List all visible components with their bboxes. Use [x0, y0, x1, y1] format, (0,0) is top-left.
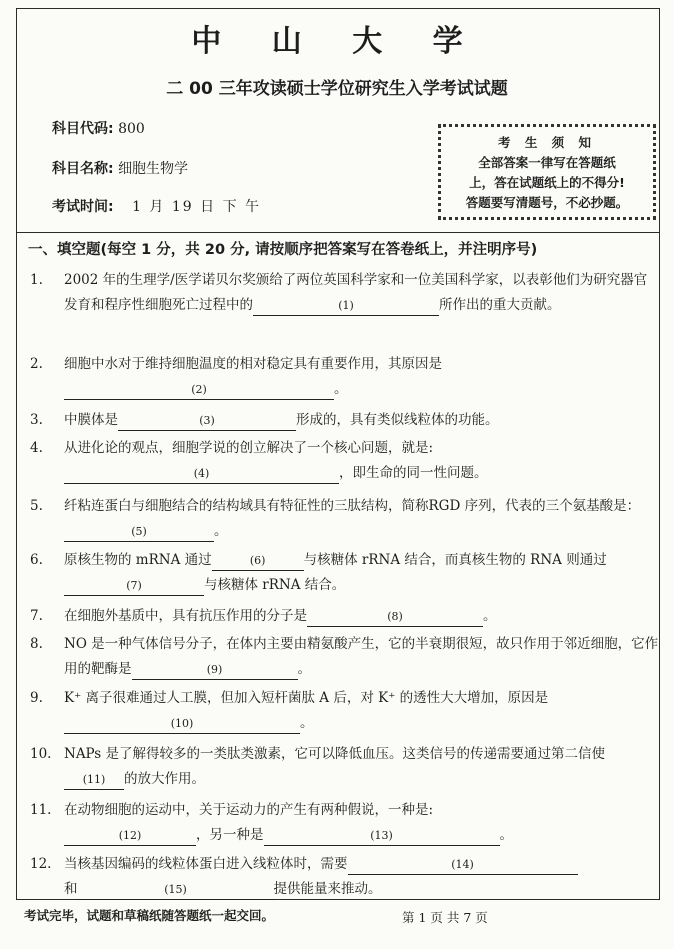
question-text: 与核糖体 rRNA 结合。: [204, 577, 346, 593]
question-text: 2002 年的生理学/医学诺贝尔奖颁给了两位英国科学家和一位美国科学家，以表彰他们为研究器官发育和程序性细胞死亡过程中的: [64, 272, 648, 313]
question-10: [30, 742, 660, 792]
answer-blank: (9): [132, 661, 298, 680]
question-text: 。: [334, 381, 348, 397]
answer-blank: (5): [64, 523, 214, 542]
exam-time-label: 考试时间:: [52, 199, 114, 215]
question-text: 。: [214, 523, 228, 539]
candidate-notice-box: [438, 124, 656, 220]
notice-heading: 考 生 须 知: [497, 135, 597, 150]
question-1: [30, 268, 660, 318]
subject-name-value: 细胞生物学: [118, 161, 189, 177]
question-text: 中膜体是: [64, 412, 118, 428]
answer-blank: (8): [307, 608, 483, 627]
question-text: 从进化论的观点，细胞学说的创立解决了一个核心问题，就是:: [64, 440, 434, 456]
question-number: 1.: [30, 272, 43, 288]
answer-blank: (7): [64, 577, 204, 596]
question-text: 原核生物的 mRNA 通过: [64, 552, 212, 568]
subject-code-label: 科目代码:: [52, 121, 114, 137]
question-number: 3.: [30, 412, 43, 428]
question-text: 。: [499, 827, 513, 843]
question-5: [30, 494, 660, 544]
question-number: 12.: [30, 856, 52, 872]
section-divider: [16, 232, 660, 233]
question-text: 形成的，具有类似线粒体的功能。: [296, 412, 499, 428]
question-11: [30, 798, 660, 848]
question-text: 所作出的重大贡献。: [439, 297, 561, 313]
question-number: 4.: [30, 440, 43, 456]
answer-blank: (12): [64, 827, 196, 846]
question-3: [30, 408, 660, 433]
question-number: 10.: [30, 746, 52, 762]
exam-time: [52, 196, 261, 216]
question-6: [30, 548, 660, 598]
question-text: NAPs 是了解得较多的一类肽类激素，它可以降低血压。这类信号的传递需要通过第二信使: [64, 746, 606, 762]
notice-line: 全部答案一律写在答题纸: [478, 155, 616, 170]
question-text: 。: [300, 715, 314, 731]
question-number: 5.: [30, 498, 43, 514]
question-text: 纤粘连蛋白与细胞结合的结构域具有特征性的三肽结构，简称RGD 序列，代表的三个氨基酸是：: [64, 498, 641, 514]
notice-line: 上，答在试题纸上的不得分!: [469, 175, 625, 190]
question-text: 。: [483, 608, 497, 624]
question-text: K⁺ 离子很难通过人工膜，但加入短杆菌肽 A 后，对 K⁺ 的透性大大增加，原因是: [64, 690, 549, 706]
exam-time-value: 1 月 19 日 下 午: [132, 199, 262, 215]
answer-blank: (10): [64, 715, 300, 734]
subject-code-value: 800: [118, 121, 145, 137]
page-number: 第 1 页 共 7 页: [402, 910, 488, 925]
answer-blank: (1): [253, 297, 439, 316]
answer-blank: (11): [64, 771, 124, 790]
question-12: [30, 852, 660, 902]
question-number: 2.: [30, 356, 43, 372]
answer-blank: (15): [78, 881, 274, 900]
question-text: 当核基因编码的线粒体蛋白进入线粒体时，需要: [64, 856, 348, 872]
question-9: [30, 686, 660, 736]
exam-title: 二 00 三年攻读硕士学位研究生入学考试试题: [166, 79, 508, 99]
answer-blank: (13): [264, 827, 500, 846]
question-4: [30, 436, 660, 486]
question-text: 在动物细胞的运动中，关于运动力的产生有两种假说，一种是:: [64, 802, 434, 818]
answer-blank: (2): [64, 381, 334, 400]
question-text: 细胞中水对于维持细胞温度的相对稳定具有重要作用，其原因是: [64, 356, 442, 372]
question-number: 6.: [30, 552, 43, 568]
subject-name-label: 科目名称:: [52, 161, 114, 177]
answer-blank: (4): [64, 465, 339, 484]
answer-blank: (14): [348, 856, 578, 875]
question-text: 与核糖体 rRNA 结合，而真核生物的 RNA 则通过: [303, 552, 607, 568]
question-text: 的放大作用。: [124, 771, 205, 787]
question-number: 8.: [30, 636, 43, 652]
question-number: 9.: [30, 690, 43, 706]
question-2: [30, 352, 660, 402]
subject-code: [52, 118, 145, 138]
question-text: 在细胞外基质中，具有抗压作用的分子是: [64, 608, 307, 624]
notice-line: 答题要写清题号，不必抄题。: [465, 195, 629, 210]
subject-name: [52, 158, 188, 178]
question-text: 提供能量来推动。: [273, 881, 382, 897]
answer-blank: (3): [118, 412, 296, 431]
university-name: 中 山 大 学: [191, 24, 483, 59]
question-text: 。: [297, 661, 311, 677]
question-text: ，另一种是: [196, 827, 264, 843]
question-number: 7.: [30, 608, 43, 624]
answer-blank: (6): [212, 552, 304, 571]
section-title: 一、填空题(每空 1 分，共 20 分, 请按顺序把答案写在答卷纸上，并注明序号): [28, 242, 538, 258]
question-number: 11.: [30, 802, 52, 818]
question-text: ，即生命的同一性问题。: [339, 465, 488, 481]
question-7: [30, 604, 660, 629]
question-8: [30, 632, 660, 682]
question-text: 和: [64, 881, 78, 897]
question-text: NO 是一种气体信号分子，在体内主要由精氨酸产生，它的半衰期很短，故只作用于邻近细胞，它作用的靶酶是: [64, 636, 659, 677]
footer-note: 考试完毕，试题和草稿纸随答题纸一起交回。: [24, 908, 275, 923]
